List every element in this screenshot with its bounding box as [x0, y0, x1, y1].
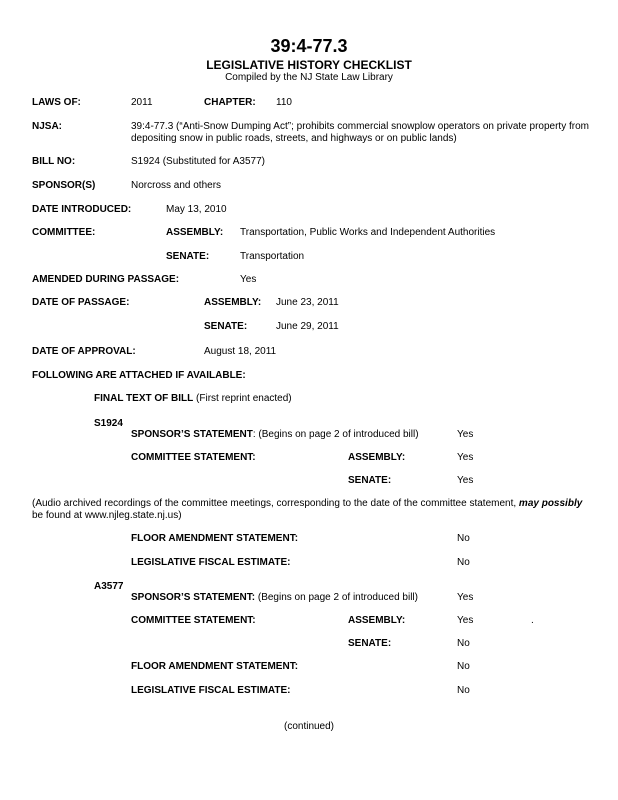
a3577-assembly-label: ASSEMBLY: — [348, 615, 406, 626]
approval-label: DATE OF APPROVAL: — [32, 346, 136, 357]
a3577-sponsor-value: Yes — [457, 592, 474, 603]
s1924-assembly-label: ASSEMBLY: — [348, 452, 406, 463]
s1924-assembly-value: Yes — [457, 452, 474, 463]
a3577-floor-value: No — [457, 661, 470, 672]
committee-label: COMMITTEE: — [32, 227, 96, 238]
audio-note-line-1 — [32, 498, 582, 509]
audio-note-line-2: be found at www.njleg.state.nj.us) — [32, 510, 182, 521]
a3577-sponsor-note: (Begins on page 2 of introduced bill) — [255, 592, 418, 603]
checklist-heading: LEGISLATIVE HISTORY CHECKLIST — [206, 58, 412, 72]
a3577-assembly-value: Yes — [457, 615, 474, 626]
committee-assembly-value: Transportation, Public Works and Independent Authorities — [240, 227, 496, 238]
s1924-floor-label: FLOOR AMENDMENT STATEMENT: — [131, 533, 299, 544]
njsa-line-1: 39:4-77.3 (“Anti-Snow Dumping Act”; prohibits commercial snowplow operators on private property from — [131, 121, 589, 132]
sponsors-label: SPONSOR(S) — [32, 180, 96, 191]
passage-assembly-value: June 23, 2011 — [276, 297, 339, 308]
a3577-fiscal-value: No — [457, 685, 470, 696]
approval-value: August 18, 2011 — [204, 346, 277, 357]
passage-assembly-label: ASSEMBLY: — [204, 297, 262, 308]
final-text-row — [94, 393, 292, 404]
a3577-sponsor-label: SPONSOR’S STATEMENT: — [131, 592, 256, 603]
laws-of-value: 2011 — [131, 97, 153, 108]
committee-assembly-label: ASSEMBLY: — [166, 227, 224, 238]
a3577-fiscal-label: LEGISLATIVE FISCAL ESTIMATE: — [131, 685, 291, 696]
page-title: 39:4-77.3 — [270, 36, 348, 56]
committee-senate-label: SENATE: — [166, 251, 210, 262]
a3577-floor-label: FLOOR AMENDMENT STATEMENT: — [131, 661, 299, 672]
s1924-fiscal-label: LEGISLATIVE FISCAL ESTIMATE: — [131, 557, 291, 568]
chapter-label: CHAPTER: — [204, 97, 256, 108]
passage-label: DATE OF PASSAGE: — [32, 297, 130, 308]
a3577-senate-value: No — [457, 638, 470, 649]
a3577-assembly-extra: . — [531, 615, 534, 626]
a3577-bill-label: A3577 — [94, 581, 124, 592]
attached-heading: FOLLOWING ARE ATTACHED IF AVAILABLE: — [32, 370, 246, 381]
s1924-sponsor-note: : (Begins on page 2 of introduced bill) — [252, 429, 419, 440]
a3577-sponsor-row — [131, 592, 418, 603]
amended-label: AMENDED DURING PASSAGE: — [32, 274, 180, 285]
committee-senate-value: Transportation — [240, 251, 305, 262]
bill-no-label: BILL NO: — [32, 156, 76, 167]
laws-of-label: LAWS OF: — [32, 97, 81, 108]
bill-no-value: S1924 (Substituted for A3577) — [131, 156, 265, 167]
s1924-floor-value: No — [457, 533, 470, 544]
s1924-senate-value: Yes — [457, 475, 474, 486]
audio-note-text: (Audio archived recordings of the committee meetings, corresponding to the date of the committee statement, — [32, 498, 519, 509]
s1924-committee-label: COMMITTEE STATEMENT: — [131, 452, 256, 463]
final-text-value: (First reprint enacted) — [196, 393, 292, 404]
amended-value: Yes — [240, 274, 257, 285]
s1924-senate-label: SENATE: — [348, 475, 392, 486]
s1924-sponsor-label: SPONSOR’S STATEMENT — [131, 429, 253, 440]
njsa-label: NJSA: — [32, 121, 63, 132]
sponsors-value: Norcross and others — [131, 180, 222, 191]
continued-note: (continued) — [283, 721, 335, 732]
a3577-committee-label: COMMITTEE STATEMENT: — [131, 615, 256, 626]
njsa-line-2: depositing snow in public roads, streets, and highways or on public lands) — [131, 133, 457, 144]
a3577-senate-label: SENATE: — [348, 638, 392, 649]
s1924-bill-label: S1924 — [94, 418, 123, 429]
date-introduced-label: DATE INTRODUCED: — [32, 204, 132, 215]
s1924-sponsor-value: Yes — [457, 429, 474, 440]
final-text-label: FINAL TEXT OF BILL — [94, 393, 194, 404]
passage-senate-value: June 29, 2011 — [276, 321, 339, 332]
compiled-by: Compiled by the NJ State Law Library — [225, 72, 393, 83]
chapter-value: 110 — [276, 97, 292, 108]
audio-note-emphasis: may possibly — [518, 498, 583, 509]
s1924-fiscal-value: No — [457, 557, 470, 568]
date-introduced-value: May 13, 2010 — [166, 204, 227, 215]
s1924-sponsor-row — [131, 429, 419, 440]
passage-senate-label: SENATE: — [204, 321, 248, 332]
